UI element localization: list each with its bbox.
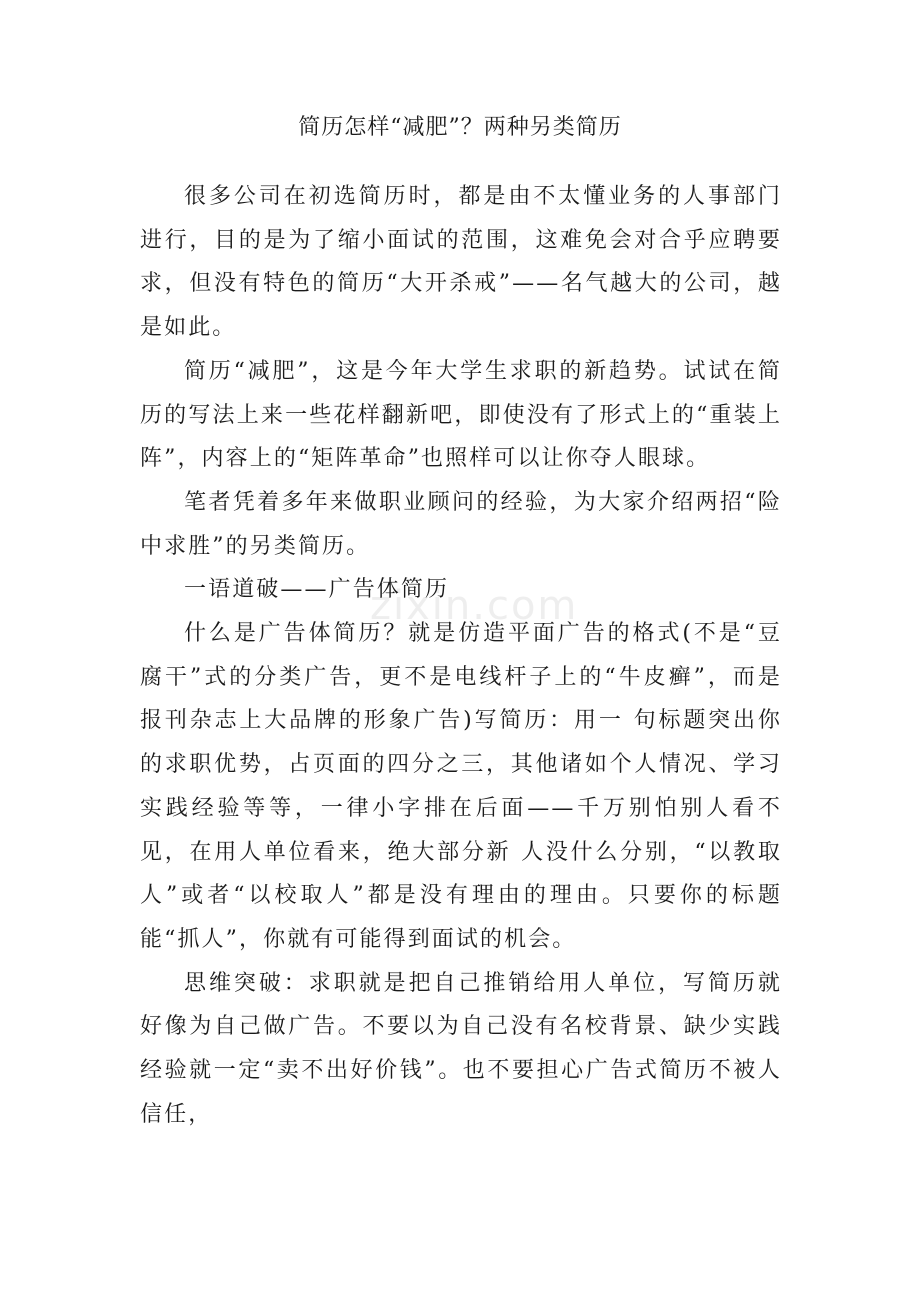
document-body (140, 175, 782, 1136)
paragraph-ad-resume: 什么是广告体简历？就是仿造平面广告的格式(不是“豆腐干”式的分类广告，更不是电线杆子上的“牛皮癣”，而是报刊杂志上大品牌的形象广告)写简历：用一 句标题突出你的求职优势，占页面的四分之三，其他诸如个人情况、学习实践经验等等，一律小字排在后面——千万别怕别人看不见，在用人单位看来，绝大部分新 人没什么分别，“以教取人”或者“以校取人”都是没有理由的理由。只要你的标题能“抓人”，你就有可能得到面试的机会。 (140, 621, 782, 952)
paragraph-intro: 很多公司在初选简历时，都是由不太懂业务的人事部门进行，目的是为了缩小面试的范围，这难免会对合乎应聘要求，但没有特色的简历“大开杀戒”——名气越大的公司，越是如此。 (140, 184, 782, 341)
paragraph-trend: 简历“减肥”，这是今年大学生求职的新趋势。试试在简历的写法上来一些花样翻新吧，即使没有了形式上的“重装上阵”，内容上的“矩阵革命”也照样可以让你夺人眼球。 (140, 358, 782, 472)
section-heading: 一语道破——广告体简历 (184, 577, 450, 603)
paragraph-author: 笔者凭着多年来做职业顾问的经验，为大家介绍两招“险中求胜”的另类简历。 (140, 489, 782, 559)
paragraph-breakthrough: 思维突破：求职就是把自己推销给用人单位，写简历就好像为自己做广告。不要以为自己没有名校背景、缺少实践经验就一定“卖不出好价钱”。也不要担心广告式简历不被人信任， (140, 970, 782, 1127)
document-title: 简历怎样“减肥”？两种另类简历 (298, 115, 622, 140)
watermark: zixin.com (370, 583, 579, 629)
